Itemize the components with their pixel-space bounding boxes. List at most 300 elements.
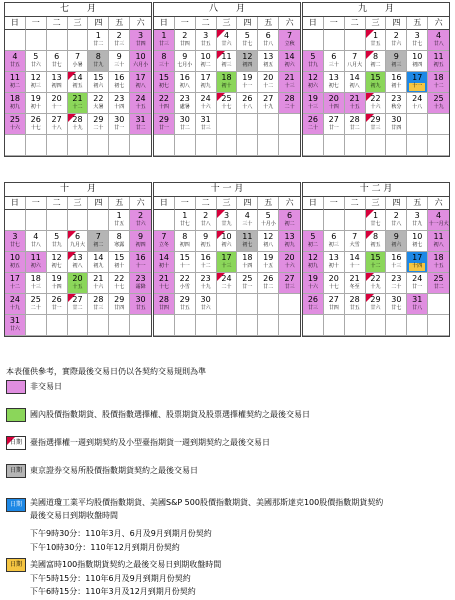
day-number: 14 [158,253,170,262]
day-cell [258,72,279,93]
day-number: 17 [412,253,423,262]
lunar-date: 十二 [370,263,381,269]
day-cell [324,93,345,114]
day-cell [366,273,387,294]
day-number: 10 [412,52,423,61]
lunar-date: 廿六 [9,326,20,332]
lunar-date: 廿二 [179,125,190,131]
day-cell [366,30,387,51]
lunar-date: 十三 [284,83,295,89]
lunar-date: 十二 [263,83,274,89]
lunar-date: 廿九 [221,221,232,227]
day-number: 4 [244,211,250,220]
lunar-date: 十五 [72,284,83,290]
day-number: 10 [221,232,232,241]
weekday-header: 一 [324,197,345,210]
lunar-date: 十四 [412,263,423,269]
day-number: 20 [284,253,295,262]
day-cell [109,72,130,93]
day-cell [47,72,68,93]
lunar-date: 廿四 [328,305,339,311]
day-number: 25 [433,274,444,283]
day-cell [26,93,47,114]
day-number: 15 [370,253,381,262]
weekday-header: 四 [88,17,109,30]
lunar-date: 廿七 [391,305,402,311]
month-title: 十 一 月 [154,183,300,197]
day-cell [5,315,26,336]
lunar-date: 十八 [412,104,423,110]
day-number: 31 [9,316,21,325]
day-cell [386,114,407,135]
empty-cell [68,30,89,51]
day-cell [237,273,258,294]
day-cell [345,93,366,114]
day-cell [88,51,109,72]
day-number: 14 [72,73,83,82]
empty-cell [386,135,407,156]
day-number: 10 [412,232,423,241]
empty-cell [345,210,366,231]
lunar-date: 廿八 [433,41,444,47]
lunar-date: 二十 [30,305,41,311]
day-number: 9 [393,52,399,61]
lunar-date: 廿五 [370,41,381,47]
lunar-date: 初七 [51,263,62,269]
day-number: 25 [242,274,253,283]
empty-cell [47,315,68,336]
empty-cell [258,315,279,336]
day-number: 29 [114,295,125,304]
legend-green-text: 國內股價指數期貨、股價指數選擇權、股票期貨及股票選擇權契約之最後交易日 [30,410,310,419]
lunar-date: 初三 [391,62,402,68]
day-number: 26 [51,295,62,304]
day-cell [130,231,151,252]
day-number: 24 [135,94,146,103]
day-cell [386,72,407,93]
empty-cell [428,114,449,135]
day-number: 22 [158,94,170,103]
lunar-date: 十三 [307,104,318,110]
day-number: 11 [433,232,444,241]
lunar-date: 初四 [242,62,253,68]
day-number: 14 [349,73,360,82]
lunar-date: 廿九 [307,62,318,68]
day-cell [366,210,387,231]
day-number: 10 [9,253,21,262]
day-number: 21 [72,94,83,103]
day-number: 25 [9,115,21,124]
day-cell [386,51,407,72]
empty-cell [428,294,449,315]
lunar-date: 初四 [135,242,146,248]
day-number: 27 [51,115,62,124]
weekday-header: 四 [386,17,407,30]
lunar-date: 初二 [307,242,318,248]
legend-swatch-blue [6,498,26,512]
day-cell [196,30,217,51]
day-number: 3 [414,31,420,40]
day-cell [237,210,258,231]
day-cell [47,231,68,252]
month-title: 十 二 月 [303,183,449,197]
legend-gray-text: 東京證券交易所股價指數期貨契約之最後交易日 [30,466,198,475]
lunar-date: 廿七 [412,41,423,47]
day-cell [258,231,279,252]
lunar-date: 廿三 [158,41,169,47]
day-cell [109,51,130,72]
day-cell [303,114,324,135]
day-number: 27 [284,274,295,283]
day-cell [88,273,109,294]
day-number: 7 [95,232,101,241]
empty-cell [386,315,407,336]
day-number: 14 [284,52,295,61]
day-cell [175,210,196,231]
empty-cell [88,210,109,231]
empty-cell [217,135,238,156]
day-number: 23 [200,274,211,283]
lunar-date: 三十 [328,62,339,68]
empty-cell [175,135,196,156]
day-number: 20 [328,274,339,283]
weekday-header: 一 [175,17,196,30]
day-cell [68,72,89,93]
weekday-header: 五 [258,197,279,210]
lunar-date: 十七 [114,284,125,290]
day-cell [386,252,407,273]
day-number: 28 [158,295,170,304]
day-number: 8 [161,52,167,61]
day-cell [324,252,345,273]
lunar-date: 初九 [93,263,104,269]
weekday-header: 三 [366,197,387,210]
day-cell [196,294,217,315]
lunar-date: 十九 [433,104,444,110]
day-cell [175,72,196,93]
month-title: 八 月 [154,3,300,17]
day-cell [217,210,238,231]
day-number: 29 [158,115,170,124]
day-number: 15 [179,253,190,262]
empty-cell [303,30,324,51]
day-cell [237,231,258,252]
day-cell [196,72,217,93]
lunar-date: 廿八 [391,221,402,227]
day-number: 6 [331,52,337,61]
lunar-date: 初二 [284,221,295,227]
day-cell [196,210,217,231]
lunar-date: 初二 [200,62,211,68]
lunar-date: 十六 [200,104,211,110]
empty-cell [345,315,366,336]
day-number: 12 [51,253,62,262]
lunar-date: 初七 [412,242,423,248]
month-october [4,182,152,337]
day-number: 12 [307,73,319,82]
day-cell [26,273,47,294]
lunar-date: 初三 [328,242,339,248]
weekday-header: 五 [258,17,279,30]
day-cell [88,72,109,93]
day-cell [258,210,279,231]
lunar-date: 初七 [328,83,339,89]
lunar-date: 初三 [221,62,232,68]
lunar-date: 十九 [72,125,83,131]
day-cell [68,114,89,135]
legend-orange-time2: 下午6時15分：110年3月及12月到期月份契約 [30,587,196,596]
empty-cell [217,294,238,315]
day-cell [154,231,175,252]
lunar-date: 廿二 [93,41,104,47]
month-title: 十 月 [5,183,151,197]
day-number: 5 [310,232,316,241]
month-september [302,2,450,157]
lunar-date: 七月小 [177,62,193,68]
day-number: 9 [116,52,122,61]
lunar-date: 廿七 [51,62,62,68]
day-cell [130,252,151,273]
day-number: 17 [200,73,211,82]
lunar-date: 初八 [72,263,83,269]
weekday-header: 六 [428,197,449,210]
day-number: 24 [412,274,423,283]
lunar-date: 廿四 [391,125,402,131]
day-number: 17 [412,73,423,82]
lunar-date: 十九 [200,284,211,290]
lunar-date: 廿二 [349,125,360,131]
lunar-date: 十二 [433,83,444,89]
day-cell [175,273,196,294]
lunar-date: 十七 [221,104,232,110]
lunar-date: 廿七 [370,221,381,227]
empty-cell [130,135,151,156]
day-cell [47,252,68,273]
empty-cell [154,210,175,231]
day-number: 18 [242,253,253,262]
day-number: 26 [30,115,41,124]
day-number: 10 [200,52,211,61]
day-number: 8 [372,52,379,61]
day-cell [303,294,324,315]
empty-cell [279,135,300,156]
day-number: 22 [370,274,381,283]
day-cell [407,231,428,252]
day-cell [109,93,130,114]
day-cell [258,51,279,72]
empty-cell [5,30,26,51]
day-cell [366,231,387,252]
day-number: 22 [114,274,125,283]
day-cell [345,72,366,93]
day-number: 12 [307,253,319,262]
lunar-date: 廿五 [349,305,360,311]
empty-cell [345,135,366,156]
lunar-date: 十七 [30,125,41,131]
day-cell [154,252,175,273]
day-number: 14 [349,253,360,262]
day-cell [175,30,196,51]
lunar-date: 初十 [328,263,339,269]
day-number: 5 [265,211,271,220]
day-cell [109,30,130,51]
day-cell [324,114,345,135]
day-cell [175,93,196,114]
day-number: 5 [54,232,60,241]
day-number: 10 [135,52,146,61]
weekday-header: 二 [196,197,217,210]
day-number: 28 [72,115,83,124]
day-number: 1 [116,211,122,220]
day-number: 23 [391,274,402,283]
day-number: 3 [203,31,209,40]
day-number: 6 [265,31,271,40]
empty-cell [324,135,345,156]
empty-cell [88,315,109,336]
day-number: 13 [263,52,274,61]
lunar-date: 廿六 [135,221,146,227]
lunar-date: 十四 [242,263,253,269]
day-cell [5,72,26,93]
weekday-header: 四 [237,17,258,30]
weekday-header: 六 [279,197,300,210]
lunar-date: 三十 [242,221,253,227]
empty-cell [154,135,175,156]
day-cell [324,231,345,252]
weekday-header: 四 [88,197,109,210]
day-number: 12 [263,232,274,241]
day-number: 19 [242,73,253,82]
lunar-date: 二十 [93,125,104,131]
empty-cell [175,315,196,336]
day-number: 16 [135,253,146,262]
day-cell [109,210,130,231]
day-cell [324,51,345,72]
day-cell [109,294,130,315]
day-number: 20 [328,94,339,103]
day-number: 31 [135,115,146,124]
day-cell [237,93,258,114]
lunar-date: 初五 [263,62,274,68]
lunar-date: 初四 [51,83,62,89]
day-cell [366,294,387,315]
lunar-date: 廿四 [114,305,125,311]
empty-cell [428,135,449,156]
legend-orange-time1: 下午5時15分：110年6月及9月到期月份契約 [30,574,191,583]
weekday-header: 一 [26,17,47,30]
day-cell [88,114,109,135]
lunar-date: 廿五 [179,305,190,311]
day-cell [386,93,407,114]
day-cell [196,114,217,135]
legend-non-trading-text: 非交易日 [30,382,62,391]
day-cell [237,252,258,273]
empty-cell [258,294,279,315]
weekday-header: 日 [303,197,324,210]
lunar-date: 十一 [412,83,423,89]
lunar-date: 大暑 [93,104,104,110]
lunar-date: 小雪 [179,284,190,290]
day-number: 9 [203,232,209,241]
lunar-date: 廿七 [179,221,190,227]
day-cell [154,51,175,72]
lunar-date: 十六 [370,104,381,110]
empty-cell [366,135,387,156]
lunar-date: 二十 [221,284,232,290]
day-number: 20 [263,73,274,82]
weekday-header: 六 [130,17,151,30]
legend-swatch-green [6,408,26,422]
day-cell [109,231,130,252]
day-number: 8 [116,232,122,241]
day-cell [109,114,130,135]
day-number: 9 [393,232,399,241]
lunar-date: 廿三 [307,305,318,311]
day-cell [68,51,89,72]
empty-cell [303,210,324,231]
day-cell [324,72,345,93]
day-cell [428,210,449,231]
lunar-date: 十三 [30,284,41,290]
day-number: 30 [391,295,402,304]
lunar-date: 十九 [370,284,381,290]
lunar-date: 初十 [391,83,402,89]
day-number: 30 [114,115,125,124]
lunar-date: 十五 [349,104,360,110]
day-number: 9 [138,232,144,241]
day-cell [217,72,238,93]
lunar-date: 廿五 [9,62,20,68]
lunar-date: 寒露 [114,242,125,248]
day-cell [279,30,300,51]
day-cell [407,294,428,315]
day-number: 26 [307,295,319,304]
day-cell [258,93,279,114]
day-cell [47,93,68,114]
day-number: 1 [95,31,101,40]
day-cell [5,294,26,315]
empty-cell [258,135,279,156]
lunar-date: 初十 [158,263,169,269]
lunar-date: 二十 [284,104,295,110]
day-cell [88,231,109,252]
day-cell [279,252,300,273]
month-december [302,182,450,337]
empty-cell [5,210,26,231]
lunar-date: 十二 [9,284,20,290]
lunar-date: 初九 [284,242,295,248]
day-number: 19 [30,94,41,103]
day-number: 3 [138,31,144,40]
day-number: 11 [30,253,41,262]
lunar-date: 立冬 [158,242,169,248]
lunar-date: 十一 [179,263,190,269]
lunar-date: 十八 [51,125,62,131]
weekday-header: 日 [5,197,26,210]
empty-cell [279,315,300,336]
weekday-header: 四 [237,197,258,210]
legend-blue-text-line2: 最後交易日到期收盤時間 [30,511,118,520]
day-number: 2 [182,31,188,40]
day-cell [303,72,324,93]
day-cell [303,51,324,72]
day-number: 19 [51,274,62,283]
day-cell [88,294,109,315]
day-number: 24 [9,295,21,304]
lunar-date: 二十 [391,284,402,290]
day-number: 25 [433,94,444,103]
lunar-date: 廿九 [51,242,62,248]
